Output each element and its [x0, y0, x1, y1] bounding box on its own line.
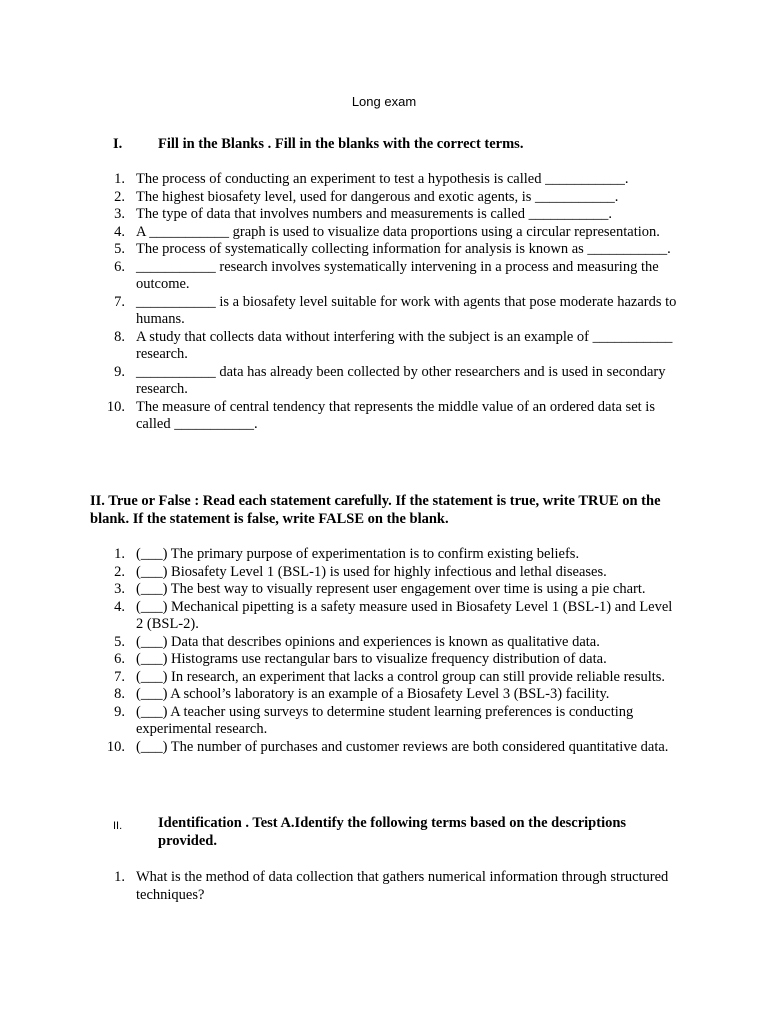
question-number: 4. [114, 223, 125, 240]
question-item [90, 546, 680, 564]
question-text: (___) Histograms use rectangular bars to visualize frequency distribution of data. [136, 651, 607, 667]
question-number: 5. [114, 241, 125, 257]
question-text: (___) Biosafety Level 1 (BSL-1) is used for highly infectious and lethal diseases. [136, 563, 607, 580]
section-1-question-list [90, 171, 680, 434]
question-text: The type of data that involves numbers and measurements is called ___________. [136, 206, 612, 222]
question-number: 2. [114, 563, 125, 580]
section-1-numeral: I. [113, 136, 123, 152]
question-text: (___) Mechanical pipetting is a safety measure used in Biosafety Level 1 (BSL-1) and Level 2 (BSL-2). [136, 598, 673, 632]
question-item [90, 189, 680, 207]
question-text: (___) The best way to visually represent user engagement over time is using a pie chart. [136, 581, 646, 597]
question-number: 7. [114, 668, 125, 685]
question-text: (___) The primary purpose of experimentation is to confirm existing beliefs. [136, 546, 580, 562]
question-item [90, 224, 680, 242]
question-item [90, 206, 680, 224]
question-item [90, 294, 680, 329]
question-item [90, 669, 680, 687]
question-text: (___) The number of purchases and customer reviews are both considered quantitative data. [136, 738, 669, 755]
question-item [90, 329, 680, 364]
question-item [90, 364, 680, 399]
question-number: 10. [106, 738, 125, 755]
question-item [90, 259, 680, 294]
question-number: 5. [114, 633, 125, 650]
question-item [90, 704, 680, 739]
question-number: 10. [106, 398, 125, 415]
question-number: 4. [114, 598, 125, 615]
question-text: (___) Data that describes opinions and experiences is known as qualitative data. [136, 633, 600, 650]
question-number: 7. [114, 293, 125, 310]
page-title: Long exam [351, 94, 417, 109]
question-number: 2. [114, 188, 125, 205]
question-item [90, 634, 680, 652]
question-number: 8. [114, 328, 125, 345]
question-item [90, 869, 680, 904]
question-text: The process of conducting an experiment to test a hypothesis is called ___________. [136, 171, 629, 187]
question-text: (___) A teacher using surveys to determine student learning preferences is conducting experimental research. [136, 703, 634, 737]
question-number: 9. [114, 703, 125, 720]
section-1-heading: Fill in the Blanks . Fill in the blanks with the correct terms. [158, 136, 524, 152]
question-text: (___) In research, an experiment that lacks a control group can still provide reliable results. [136, 668, 666, 685]
question-text: The process of systematically collecting information for analysis is known as ___________. [136, 241, 671, 257]
question-item [90, 599, 680, 634]
question-number: 1. [114, 546, 125, 562]
question-item [90, 241, 680, 259]
question-item [90, 651, 680, 669]
question-number: 1. [114, 171, 125, 187]
question-text: ___________ research involves systematically intervening in a process and measuring the outcome. [136, 258, 659, 292]
question-number: 9. [114, 363, 125, 380]
question-text: What is the method of data collection that gathers numerical information through structured techniques? [136, 869, 669, 903]
question-text: The measure of central tendency that represents the middle value of an ordered data set is called ___________. [136, 398, 655, 432]
question-item [90, 564, 680, 582]
section-3-numeral: II. [113, 820, 123, 832]
question-number: 3. [114, 206, 125, 222]
question-number: 6. [114, 258, 125, 275]
section-3-heading: Identification . Test A.Identify the following terms based on the descriptions provided. [158, 815, 627, 849]
question-item [90, 739, 680, 757]
section-2-question-list [90, 546, 680, 756]
section-3-question-list [90, 869, 680, 904]
question-number: 8. [114, 686, 125, 702]
question-text: ___________ data has already been collected by other researchers and is used in secondary research. [136, 363, 666, 397]
question-text: (___) A school’s laboratory is an example of a Biosafety Level 3 (BSL-3) facility. [136, 686, 610, 702]
section-2-heading: II. True or False : Read each statement carefully. If the statement is true, write TRUE on the blank. If the statement is false, write FALSE on the blank. [90, 493, 661, 527]
question-item [90, 399, 680, 434]
question-text: A study that collects data without interfering with the subject is an example of ___________ research. [136, 328, 673, 362]
question-text: The highest biosafety level, used for dangerous and exotic agents, is ___________. [136, 188, 619, 205]
question-item [90, 581, 680, 599]
question-number: 3. [114, 581, 125, 597]
question-item [90, 171, 680, 189]
question-number: 1. [114, 869, 125, 885]
question-item [90, 686, 680, 704]
question-text: A ___________ graph is used to visualize data proportions using a circular representation. [136, 223, 660, 240]
question-text: ___________ is a biosafety level suitable for work with agents that pose moderate hazards to humans. [136, 293, 677, 327]
question-number: 6. [114, 651, 125, 667]
